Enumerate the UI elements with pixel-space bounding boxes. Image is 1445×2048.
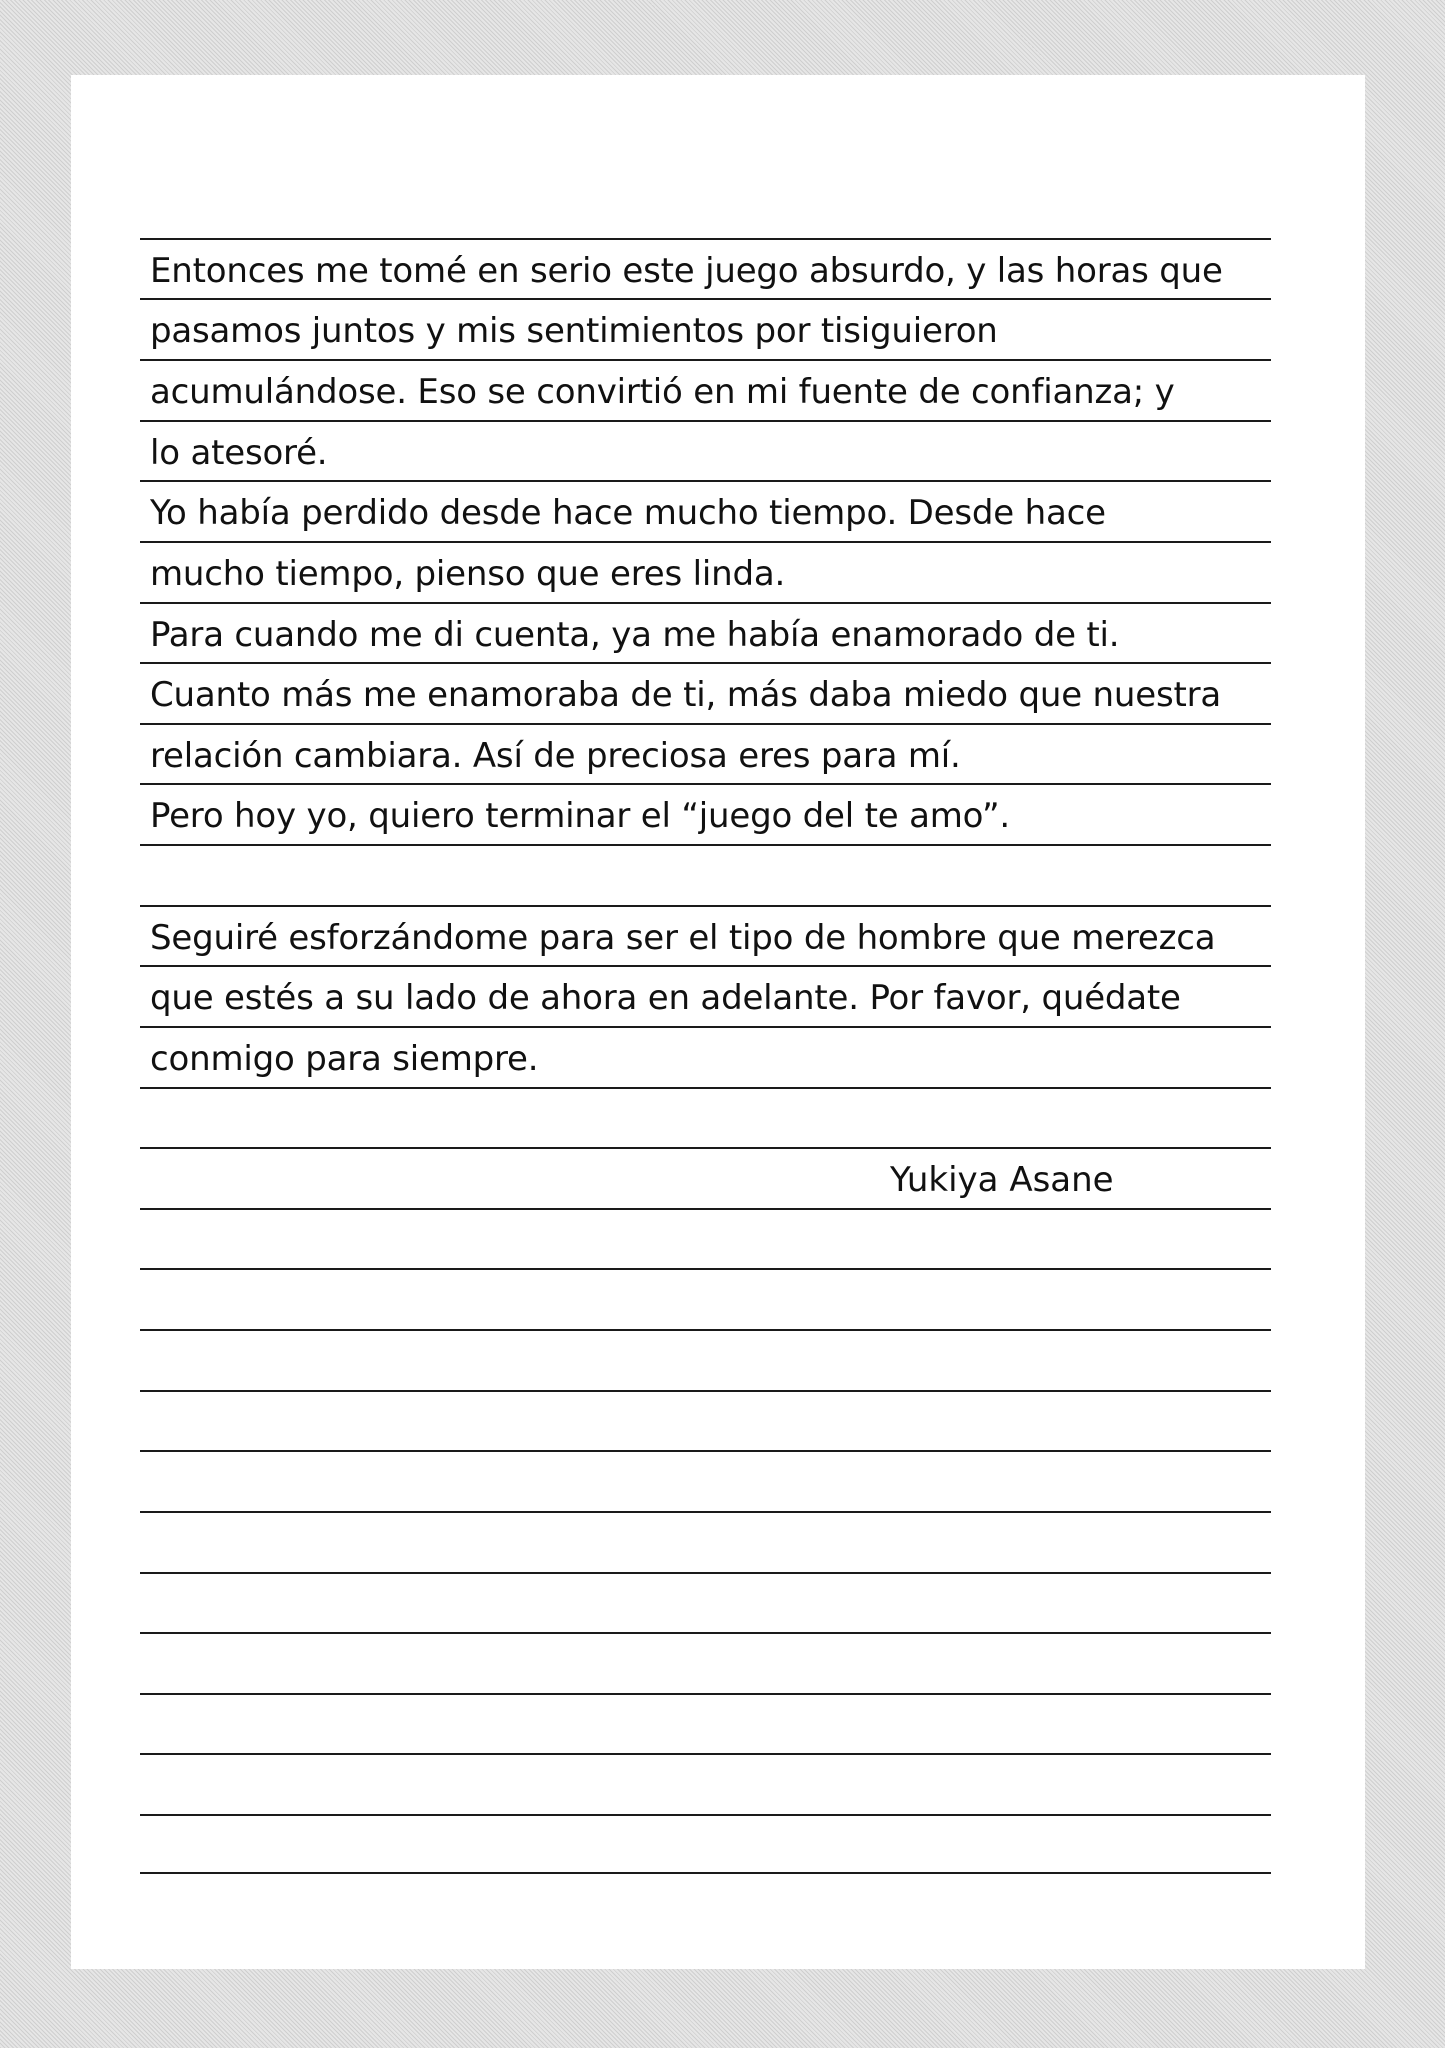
ruled-line [140, 844, 1271, 846]
letter-line: que estés a su lado de ahora en adelante. Por favor, quédate [150, 978, 1181, 1018]
ruled-lines-area [140, 238, 1271, 1873]
letter-line: lo atesoré. [150, 433, 328, 473]
letter-line: acumulándose. Eso se convirtió en mi fuente de confianza; y [150, 372, 1175, 412]
ruled-line [140, 1268, 1271, 1270]
ruled-line [140, 1147, 1271, 1149]
ruled-line [140, 298, 1271, 300]
ruled-line [140, 662, 1271, 664]
ruled-line [140, 1693, 1271, 1695]
ruled-line [140, 1208, 1271, 1210]
letter-line: Entonces me tomé en serio este juego absurdo, y las horas que [150, 251, 1223, 291]
ruled-line [140, 965, 1271, 967]
ruled-line [140, 1026, 1271, 1028]
ruled-line [140, 541, 1271, 543]
ruled-line [140, 1753, 1271, 1755]
ruled-line [140, 602, 1271, 604]
ruled-line [140, 238, 1271, 240]
ruled-line [140, 1872, 1271, 1874]
ruled-line [140, 359, 1271, 361]
letter-line: Yo había perdido desde hace mucho tiempo. Desde hace [150, 493, 1106, 533]
ruled-line [140, 420, 1271, 422]
letter-line: Pero hoy yo, quiero terminar el “juego del te amo”. [150, 796, 1011, 836]
ruled-line [140, 1572, 1271, 1574]
letter-line: conmigo para siempre. [150, 1039, 539, 1079]
letter-line: relación cambiara. Así de preciosa eres para mí. [150, 736, 961, 776]
ruled-line [140, 905, 1271, 907]
ruled-line [140, 1814, 1271, 1816]
letter-sheet [71, 75, 1365, 1969]
ruled-line [140, 480, 1271, 482]
ruled-line [140, 1390, 1271, 1392]
ruled-line [140, 723, 1271, 725]
letter-line: pasamos juntos y mis sentimientos por tisiguieron [150, 311, 998, 351]
ruled-line [140, 1087, 1271, 1089]
ruled-line [140, 1450, 1271, 1452]
signature: Yukiya Asane [890, 1160, 1114, 1200]
letter-line: mucho tiempo, pienso que eres linda. [150, 554, 786, 594]
ruled-line [140, 1329, 1271, 1331]
ruled-line [140, 783, 1271, 785]
letter-line: Seguiré esforzándome para ser el tipo de hombre que merezca [150, 918, 1216, 958]
ruled-line [140, 1511, 1271, 1513]
letter-line: Cuanto más me enamoraba de ti, más daba miedo que nuestra [150, 675, 1222, 715]
letter-line: Para cuando me di cuenta, ya me había enamorado de ti. [150, 615, 1120, 655]
ruled-line [140, 1632, 1271, 1634]
